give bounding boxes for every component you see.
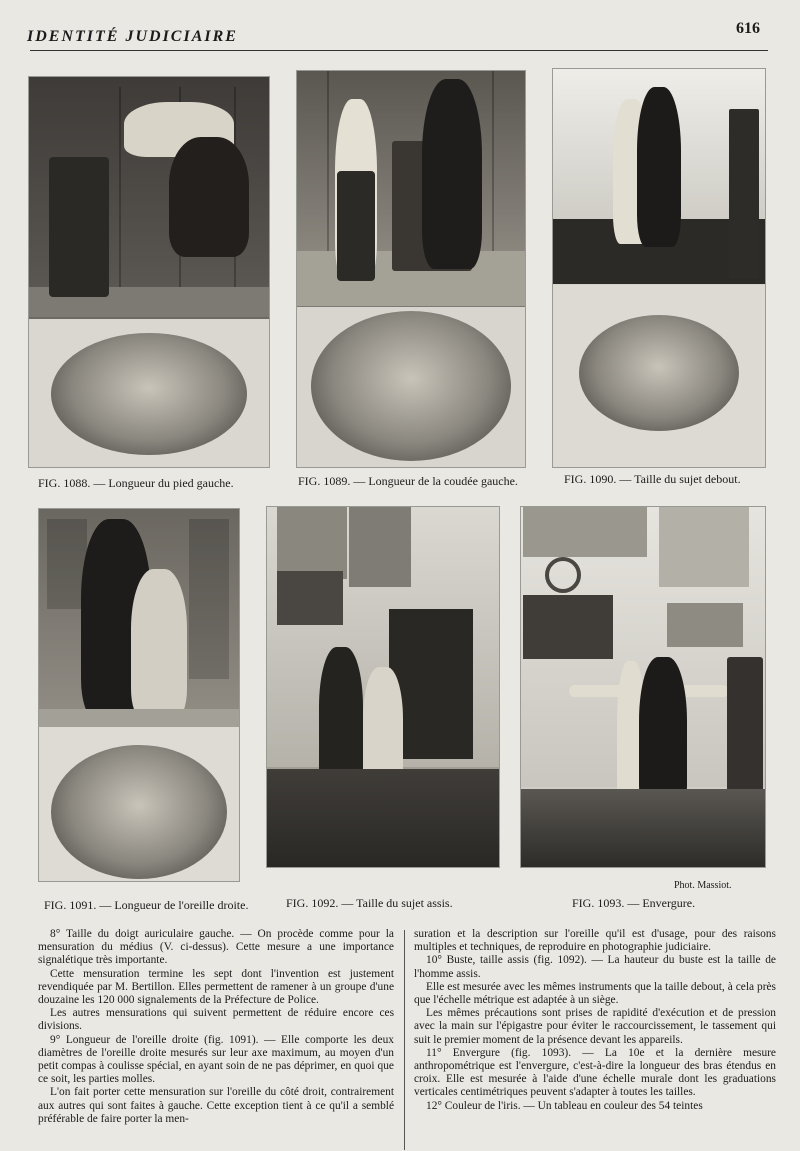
column-divider	[404, 930, 405, 1150]
paragraph: suration et la description sur l'oreille qu'il est d'usage, pour des raisons multiples et techniques, de reproduire en photographie judiciaire.	[414, 928, 776, 954]
oval-inset-forearm	[311, 311, 511, 461]
paragraph: Elle est mesurée avec les mêmes instruments que la taille debout, à cela près que l'échelle métrique est adaptée à un siège.	[414, 980, 776, 1007]
oval-inset-face	[579, 315, 739, 431]
oval-inset-foot	[51, 333, 247, 455]
caption-fig-1090: FIG. 1090. — Taille du sujet debout.	[564, 472, 741, 486]
caption-fig-1093: FIG. 1093. — Envergure.	[572, 896, 696, 910]
caption-fig-1092: FIG. 1092. — Taille du sujet assis.	[286, 896, 453, 910]
photo-fig-1090	[552, 68, 766, 468]
page-number: 616	[736, 20, 760, 37]
caption-fig-1088: FIG. 1088. — Longueur du pied gauche.	[38, 476, 234, 490]
photo-fig-1092	[266, 506, 500, 868]
paragraph: Cette mensuration termine les sept dont l'invention est justement revendiquée par M. Bertillon. Elles permettent de ramener à un groupe d'une douzaine les 120 000 signalements de la Préfecture de Police.	[38, 967, 394, 1007]
photo-credit: Phot. Massiot.	[674, 880, 732, 891]
photo-fig-1089	[296, 70, 526, 468]
oval-inset-ear	[51, 745, 227, 879]
text-column-left	[38, 928, 394, 1151]
photo-fig-1091	[38, 508, 240, 882]
paragraph: L'on fait porter cette mensuration sur l'oreille du côté droit, contrairement aux autres qui sont faites à gauche. Cette exception tient à ce qu'il a semblé préférable de faire porter la men-	[38, 1086, 394, 1125]
photo-fig-1093	[520, 506, 766, 868]
paragraph: 11° Envergure (fig. 1093). — La 10e et la dernière mesure anthropométrique est l'envergure, c'est-à-dire la longueur des bras étendus en croix. Elle est mesurée à l'aide d'une échelle murale dont les graduations verticales centimétriques peuvent s'adapter à toutes les tailles.	[414, 1046, 776, 1099]
caption-fig-1089: FIG. 1089. — Longueur de la coudée gauche.	[298, 474, 518, 488]
paragraph: 8° Taille du doigt auriculaire gauche. — On procède comme pour la mensuration du médius (V. ci-dessus). Cette mesure a une importance signalétique très importante.	[38, 928, 394, 967]
paragraph: 10° Buste, taille assis (fig. 1092). — La hauteur du buste est la taille de l'homme assis.	[414, 954, 776, 980]
paragraph: Les autres mensurations qui suivent permettent de réduire encore ces divisions.	[38, 1007, 394, 1033]
header-rule	[30, 50, 768, 51]
caption-fig-1091: FIG. 1091. — Longueur de l'oreille droite.	[44, 898, 249, 912]
paragraph: Les mêmes précautions sont prises de rapidité d'exécution et de pression avec la main sur l'épigastre pour éviter le raccourcissement, le tassement qui suit le premier moment de la présence devant les appareils.	[414, 1007, 776, 1046]
paragraph: 9° Longueur de l'oreille droite (fig. 1091). — Elle comporte les deux diamètres de l'oreille droite mesurés sur leur axe maximum, au moyen d'un petit compas à coulisse spécial, en ayant soin de ne pas déprimer, en quoi que ce soit, les parties molles.	[38, 1033, 394, 1086]
paragraph: 12° Couleur de l'iris. — Un tableau en couleur des 54 teintes	[426, 1099, 703, 1112]
text-column-right	[414, 928, 776, 1151]
photo-fig-1088	[28, 76, 270, 468]
header-title: IDENTITÉ JUDICIAIRE	[27, 28, 238, 45]
